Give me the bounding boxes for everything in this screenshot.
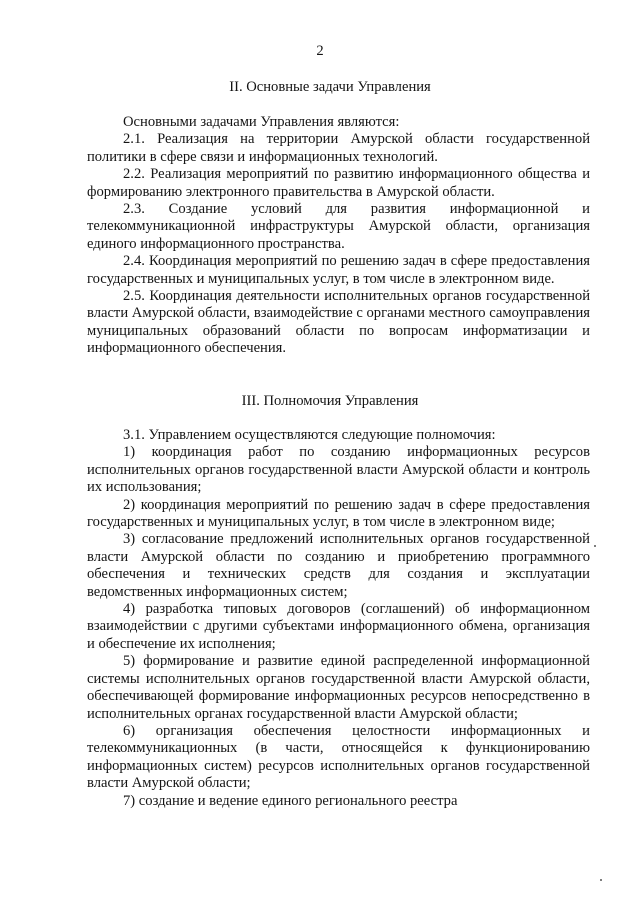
power-6: 6) организация обеспечения целостности информационных и телекоммуникационных (в части, относящейся к функционированию информационных систем) ресурсов исполнительных органов государственной власти Амурской области; (87, 722, 590, 792)
section-3-body (87, 427, 590, 810)
power-1: 1) координация работ по созданию информационных ресурсов исполнительных органов государственной власти Амурской области и контроль их использования; (87, 444, 590, 496)
power-4: 4) разработка типовых договоров (соглашений) об информационном взаимодействии с другими субъектами информационного обмена, организация и обеспечение их исполнения; (87, 601, 590, 652)
task-2-4: 2.4. Координация мероприятий по решению задач в сфере предоставления государственных и муниципальных услуг, в том числе в электронном виде. (87, 253, 590, 287)
task-2-1: 2.1. Реализация на территории Амурской области государственной политики в сфере связи и информационных технологий. (87, 131, 590, 165)
task-2-2: 2.2. Реализация мероприятий по развитию информационного общества и формированию электронного правительства в Амурской области. (87, 166, 590, 200)
power-5: 5) формирование и развитие единой распределенной информационной системы исполнительных органов государственной власти Амурской области, обеспечивающей формирование информационных ресурсов непосредственно в исполнительных органах государственной власти Амурской области; (87, 653, 590, 722)
task-2-5: 2.5. Координация деятельности исполнительных органов государственной власти Амурской области, взаимодействие с органами местного самоуправления муниципальных образований области по вопросам информатизации и информационного обеспечения. (87, 288, 590, 357)
section-2-intro: Основными задачами Управления являются: (123, 114, 400, 130)
power-7: 7) создание и ведение единого регионального реестра (123, 792, 458, 809)
scan-speck (594, 545, 596, 547)
section-3-intro: 3.1. Управлением осуществляются следующие полномочия: (123, 427, 496, 443)
section-3-heading: III. Полномочия Управления (241, 393, 419, 409)
power-3: 3) согласование предложений исполнительных органов государственной власти Амурской области по созданию и приобретению программного обеспечения и технических средств для создания и эксплуатации ведомственных информационных систем; (87, 531, 590, 600)
scan-speck (600, 879, 602, 881)
task-2-3: 2.3. Создание условий для развития информационной и телекоммуникационной инфраструктуры Амурской области, организация единого информационного пространства. (87, 201, 590, 252)
page-number: 2 (316, 43, 324, 59)
power-2: 2) координация мероприятий по решению задач в сфере предоставления государственных и муниципальных услуг, в том числе в электронном виде; (87, 496, 590, 531)
section-2-body (87, 114, 590, 358)
section-2-heading: II. Основные задачи Управления (229, 79, 431, 95)
